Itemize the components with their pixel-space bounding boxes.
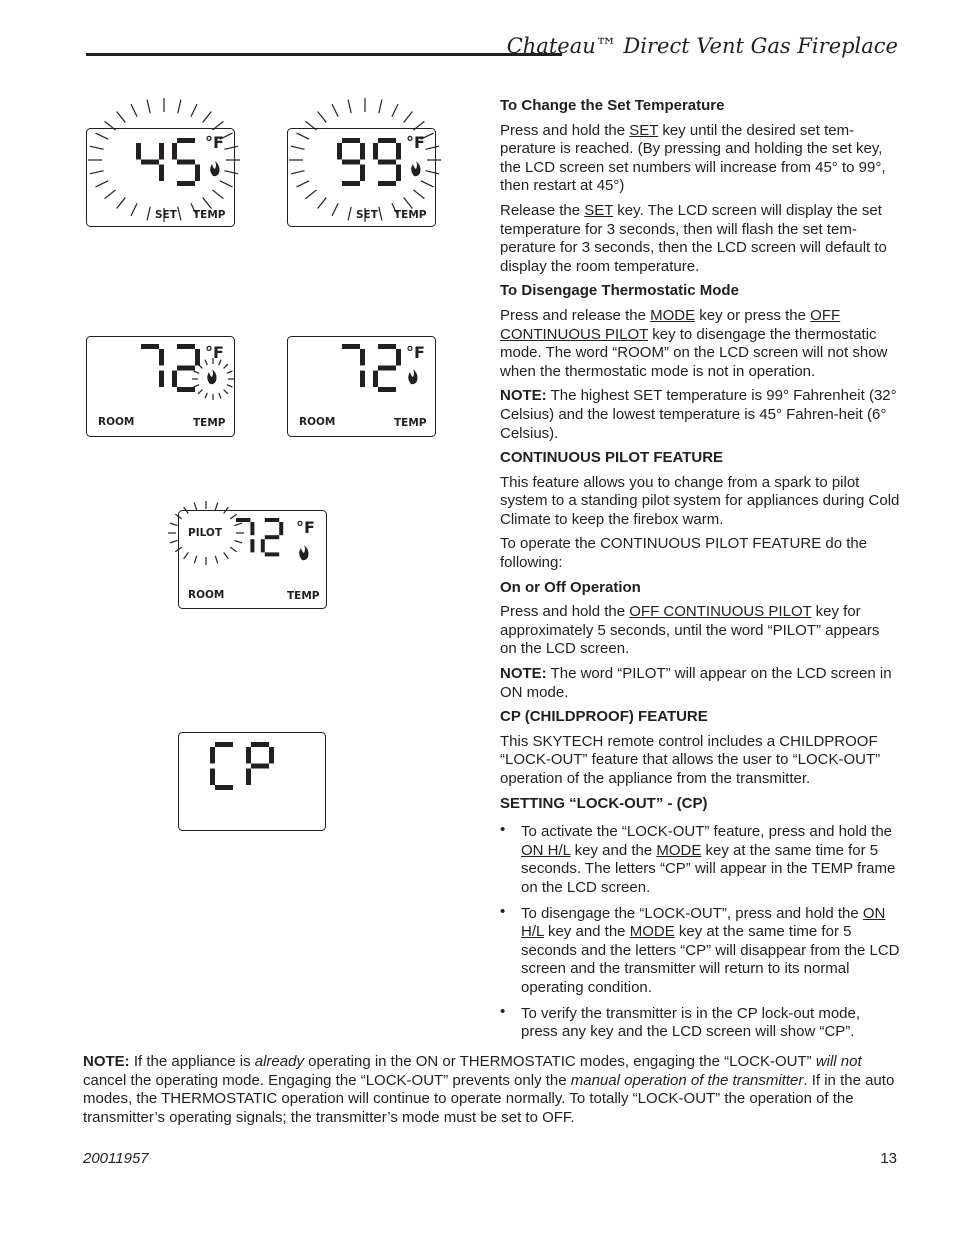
flash-ray [332, 104, 338, 117]
lcd-display-pilot [178, 500, 330, 612]
heading-on-off: On or Off Operation [500, 578, 641, 596]
paragraph: Press and hold the OFF CONTINUOUS PILOT key for approximately 5 seconds, until the word “PILOT” appears on the LCD screen. [500, 603, 880, 658]
list-item: • To activate the “LOCK-OUT” feature, press and hold the ON H/L key and the MODE key at the same time for 5 seconds. The letters “CP” will appear in the TEMP frame on the LCD screen. [500, 823, 900, 897]
flash-ray [178, 100, 181, 114]
room-label: ROOM [98, 416, 135, 428]
page-number: 13 [880, 1150, 897, 1167]
lcd-segment [177, 387, 195, 392]
mode-key: MODE [650, 306, 696, 324]
lcd-segment [215, 742, 233, 747]
lcd-segment [246, 769, 251, 786]
paragraph: Press and release the MODE key or press the OFF CONTINUOUS PILOT key to disengage the thermostatic mode. The word “ROOM” on the LCD screen will not show when the thermostatic mode is not in operation. [500, 306, 888, 380]
lcd-segment [177, 344, 195, 349]
off-continuous-pilot-key: OFF CONTINUOUS PILOT [500, 306, 841, 343]
lcd-segment [373, 371, 378, 388]
lcd-segment [159, 371, 164, 388]
lcd-segment [172, 143, 177, 160]
header-rule [86, 53, 562, 56]
right-column [500, 97, 900, 1049]
lcd-segment [360, 349, 365, 366]
lcd-segment [378, 138, 396, 143]
lcd-segment [177, 366, 195, 371]
lcd-segment [373, 143, 378, 160]
degree-f-label: °F [406, 133, 425, 152]
lcd-segment [279, 522, 283, 535]
lcd-segment [360, 165, 365, 182]
lcd-segment [265, 552, 279, 556]
lcd-segment [342, 138, 360, 143]
set-key: SET [584, 201, 614, 219]
lcd-segment [396, 143, 401, 160]
flash-ray [348, 100, 351, 114]
flash-ray [191, 104, 197, 117]
flash-ray [170, 523, 178, 525]
lcd-segment [342, 160, 360, 165]
document-number: 20011957 [83, 1150, 149, 1167]
lcd-segment [136, 143, 141, 160]
paragraph: Press and hold the SET key until the desired set tem-perature is reached. (By pressing and holding the set key, the LCD screen set numbers will increase from 45° to 99°, then restart at 45°) [500, 121, 886, 195]
flash-ray [117, 112, 126, 123]
note: NOTE: The highest SET temperature is 99° Fahrenheit (32° Celsius) and the lowest temperature is 45° Fahren-heit (6° Celsius). [500, 387, 897, 442]
degree-f-label: °F [205, 343, 224, 362]
temp-label: TEMP [287, 590, 320, 602]
lcd-segment [342, 344, 360, 349]
lcd-segment [251, 764, 269, 769]
flash-ray [170, 540, 178, 542]
set-label: SET [155, 209, 177, 221]
lcd-segment [396, 165, 401, 182]
lcd-segment [141, 344, 159, 349]
lcd-segment [195, 349, 200, 366]
lcd-display-set-45 [86, 88, 236, 228]
lcd-segment [210, 769, 215, 786]
lcd-segment [172, 371, 177, 388]
heading-childproof: CP (CHILDPROOF) FEATURE [500, 708, 708, 726]
heading-change-temp: To Change the Set Temperature [500, 97, 725, 114]
lcd-segment [159, 143, 164, 160]
flash-ray [131, 104, 137, 117]
room-label: ROOM [188, 589, 225, 601]
page-header-title: Chateau™ Direct Vent Gas Fireplace [506, 34, 898, 58]
lcd-segment [251, 742, 269, 747]
flash-ray [147, 100, 150, 114]
lcd-segment [141, 160, 159, 165]
set-label: SET [356, 209, 378, 221]
lcd-segment [246, 747, 251, 764]
temp-label: TEMP [394, 209, 427, 221]
lcd-segment [215, 785, 233, 790]
set-key: SET [629, 121, 659, 139]
lcd-display-room-72 [86, 336, 236, 438]
lcd-segment [378, 160, 396, 165]
lcd-segment [396, 349, 401, 366]
lcd-segment [177, 160, 195, 165]
lcd-segment [177, 181, 195, 186]
lcd-segment [378, 366, 396, 371]
flash-ray [318, 112, 327, 123]
pilot-label: PILOT [188, 527, 223, 539]
list-item: • To disengage the “LOCK-OUT”, press and hold the ON H/L key and the MODE key at the same time for 5 seconds and the letters “CP” will disappear from the LCD screen and the transmitter will return to its normal operating condition. [500, 905, 900, 998]
lcd-segment [360, 371, 365, 388]
note: NOTE: The word “PILOT” will appear on the LCD screen in ON mode. [500, 665, 892, 701]
paragraph: To operate the CONTINUOUS PILOT FEATURE do the following: [500, 535, 868, 572]
lcd-segment [236, 518, 250, 522]
lcd-segment [378, 344, 396, 349]
lcd-segment [195, 165, 200, 182]
lcd-segment [337, 143, 342, 160]
heading-disengage: To Disengage Thermostatic Mode [500, 282, 739, 300]
lcd-segment [210, 747, 215, 764]
lcd-segment [261, 539, 265, 552]
temp-label: TEMP [193, 417, 226, 429]
flash-ray [404, 112, 413, 123]
temp-label: TEMP [193, 209, 226, 221]
lcd-segment [159, 165, 164, 182]
paragraph: Release the SET key. The LCD screen will display the set temperature for 3 seconds, then will flash the set tem-perature for 3 seconds, then the LCD screen will default to display the room temperature. [500, 201, 887, 275]
lcd-segment [177, 138, 195, 143]
lcd-segment [378, 181, 396, 186]
lcd-segment [250, 539, 254, 552]
lcd-segment [265, 535, 279, 539]
lcd-segment [378, 387, 396, 392]
lcd-display-set-99 [287, 88, 437, 228]
degree-f-label: °F [205, 133, 224, 152]
heading-continuous-pilot: CONTINUOUS PILOT FEATURE [500, 449, 724, 467]
heading-lockout: SETTING “LOCK-OUT” - (CP) [500, 794, 708, 812]
lcd-display-cp [178, 732, 328, 834]
list-item: • To verify the transmitter is in the CP lock-out mode, press any key and the LCD screen will show “CP”. [500, 1005, 900, 1042]
flash-ray [194, 503, 196, 511]
off-continuous-pilot-key: OFF CONTINUOUS PILOT [629, 603, 812, 621]
lockout-list [500, 823, 900, 1042]
temp-label: TEMP [394, 417, 427, 429]
degree-f-label: °F [406, 343, 425, 362]
flash-ray [392, 104, 398, 117]
degree-f-label: °F [296, 518, 315, 537]
bottom-note: NOTE: If the appliance is already operating in the ON or THERMOSTATIC modes, engaging the “LOCK-OUT” will not cancel the operating mode. Engaging the “LOCK-OUT” prevents only the manual operation of the transmitter. If in the auto modes, the THERMOSTATIC operation will continue to operate normally. To totally “LOCK-OUT” the operation of the transmitter’s operating signals; the transmitter’s mode must be set to OFF. [83, 1053, 895, 1126]
lcd-display-room-72-b [287, 336, 437, 438]
flash-ray [379, 100, 382, 114]
flash-ray [215, 503, 217, 511]
room-label: ROOM [299, 416, 336, 428]
lcd-segment [250, 522, 254, 535]
lcd-segment [269, 747, 274, 764]
lcd-segment [360, 143, 365, 160]
flash-ray [203, 112, 212, 123]
paragraph: This SKYTECH remote control includes a CHILDPROOF “LOCK-OUT” feature that allows the user to “LOCK-OUT” operation of the appliance from the transmitter. [500, 732, 881, 787]
paragraph: This feature allows you to change from a spark to pilot system to a standing pilot system for appliances during Cold Climate to keep the firebox warm. [500, 473, 900, 528]
lcd-segment [265, 518, 279, 522]
lcd-segment [342, 181, 360, 186]
lcd-segment [159, 349, 164, 366]
